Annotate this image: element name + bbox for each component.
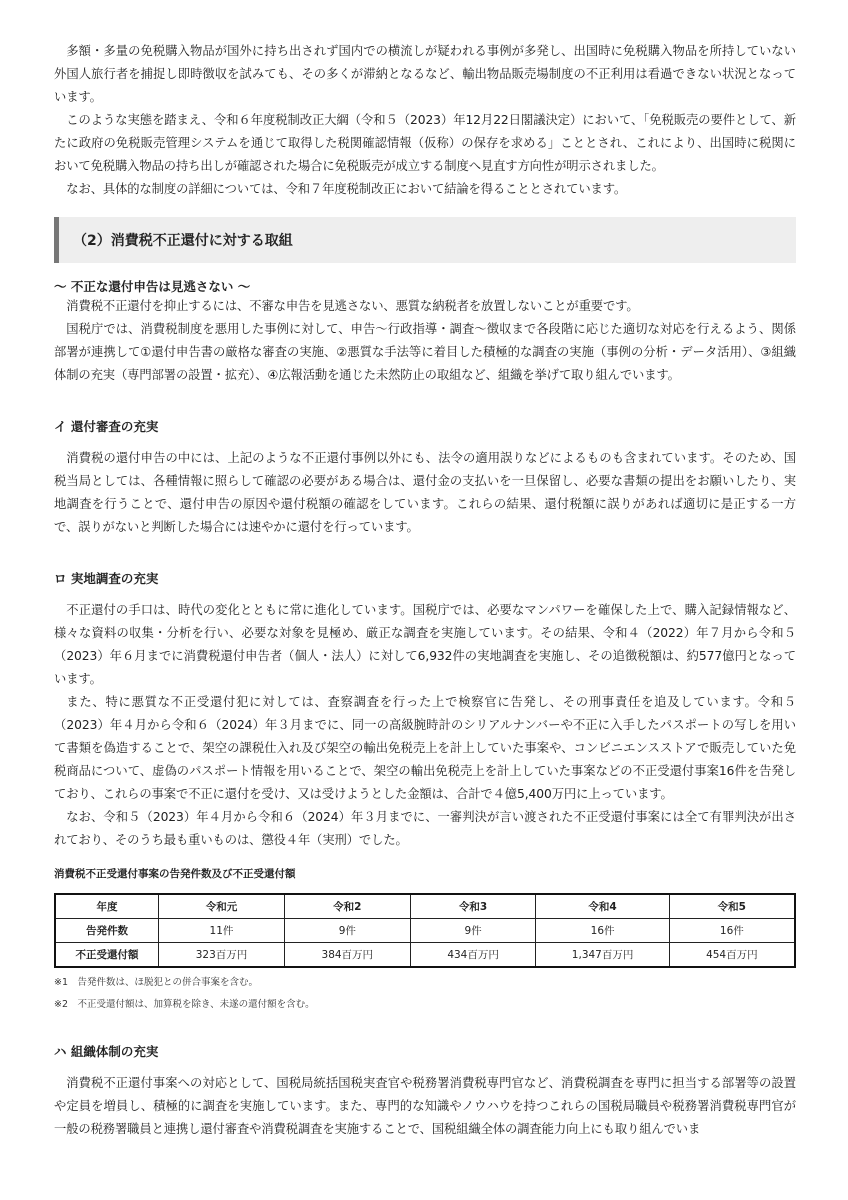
table-cell: 323百万円 <box>159 943 285 968</box>
sub-ha-paragraph-1: 消費税不正還付事案への対応として、国税局統括国税実査官や税務署消費税専門官など、消費税調査を専門に担当する部署等の設置や定員を増員し、積極的に調査を実施しています。また、専門的な知識やノウハウを持つこれらの国税局職員や税務署消費税専門官が一般の税務署職員と連携し還付審査や消費税調査を実施することで、国税組織全体の調査能力向上にも取り組んでいま <box>54 1076 796 1136</box>
subheading-i: イ 還付審査の充実 <box>54 419 159 434</box>
prosecution-table <box>54 893 796 968</box>
document-page <box>54 40 796 1141</box>
table-cell: 9件 <box>284 919 410 943</box>
table-header-cell: 年度 <box>55 894 159 919</box>
sub-ro-paragraph-2: また、特に悪質な不正受還付犯に対しては、査察調査を行った上で検察官に告発し、その刑事責任を追及しています。令和５（2023）年４月から令和６（2024）年３月までに、同一の高級腕時計のシリアルナンバーや不正に入手したパスポートの写しを用いて書類を偽造することで、架空の課税仕入れ及び架空の輸出免税売上を計上していた事案や、コンビニエンスストアで販売していた免税商品について、虚偽のパスポート情報を用いることで、架空の輸出免税売上を計上していた事案などの不正受還付事案16件を告発しており、これらの事案で不正に還付を受け、又は受けようとした金額は、合計で４億5,400万円に上っています。 <box>54 695 796 801</box>
table-header-cell: 令和4 <box>536 894 669 919</box>
table-cell: 434百万円 <box>410 943 536 968</box>
table-cell: 454百万円 <box>669 943 795 968</box>
section-heading-text: （2）消費税不正還付に対する取組 <box>73 233 293 249</box>
sub-i-paragraph-1: 消費税の還付申告の中には、上記のような不正還付事例以外にも、法令の適用誤りなどによるものも含まれています。そのため、国税当局としては、各種情報に照らして確認の必要がある場合は、還付金の支払いを一旦保留し、必要な書類の提出をお願いしたり、実地調査を行うことで、還付申告の原因や還付税額の確認をしています。これらの結果、還付税額に誤りがあれば適切に是正する一方で、誤りがないと判断した場合には速やかに還付を行っています。 <box>54 451 796 534</box>
table-header-cell: 令和2 <box>284 894 410 919</box>
table-cell: 384百万円 <box>284 943 410 968</box>
subheading-ha: ハ 組織体制の充実 <box>54 1044 159 1059</box>
table-header-cell: 令和元 <box>159 894 285 919</box>
intro-paragraph-1: 多額・多量の免税購入物品が国外に持ち出されず国内での横流しが疑われる事例が多発し、出国時に免税購入物品を所持していない外国人旅行者を捕捉し即時徴収を試みても、その多くが滞納となるなど、輸出物品販売場制度の不正利用は看過できない状況となっています。 <box>54 44 796 104</box>
table-cell: 16件 <box>669 919 795 943</box>
intro-paragraph-2: このような実態を踏まえ、令和６年度税制改正大綱（令和５（2023）年12月22日閣議決定）において、「免税販売の要件として、新たに政府の免税販売管理システムを通じて取得した税関確認情報（仮称）の保存を求める」こととされ、これにより、出国時に税関において免税購入物品の持ち出しが確認された場合に免税販売が成立する制度へ見直す方向性が明示されました。 <box>54 113 796 173</box>
section-subtitle: ～ 不正な還付申告は見逃さない ～ <box>54 279 251 294</box>
table-cell: 9件 <box>410 919 536 943</box>
table-header-cell: 令和3 <box>410 894 536 919</box>
sub-ro-paragraph-1: 不正還付の手口は、時代の変化とともに常に進化しています。国税庁では、必要なマンパワーを確保した上で、購入記録情報など、様々な資料の収集・分析を行い、必要な対象を見極め、厳正な調査を実施しています。その結果、令和４（2022）年７月から令和５（2023）年６月までに消費税還付申告者（個人・法人）に対して6,932件の実地調査を実施し、その追徴税額は、約577億円となっています。 <box>54 603 796 686</box>
subheading-ro: ロ 実地調査の充実 <box>54 571 159 586</box>
table-cell: 16件 <box>536 919 669 943</box>
table-cell: 1,347百万円 <box>536 943 669 968</box>
table-header-row <box>55 894 795 919</box>
table-cell: 11件 <box>159 919 285 943</box>
table-row-header: 不正受還付額 <box>55 943 159 968</box>
table-note-1: ※1 告発件数は、ほ脱犯との併合事案を含む。 <box>54 977 259 988</box>
table-row <box>55 919 795 943</box>
section-paragraph-2: 国税庁では、消費税制度を悪用した事例に対して、申告～行政指導・調査～徴収まで各段階に応じた適切な対応を行えるよう、関係部署が連携して①還付申告書の厳格な審査の実施、②悪質な手法等に着目した積極的な調査の実施（事例の分析・データ活用）、③組織体制の充実（専門部署の設置・拡充）、④広報活動を通じた未然防止の取組など、組織を挙げて取り組んでいます。 <box>54 322 796 382</box>
sub-ro-paragraph-3: なお、令和５（2023）年４月から令和６（2024）年３月までに、一審判決が言い渡された不正受還付事案には全て有罪判決が出されており、そのうち最も重いものは、懲役４年（実刑）でした。 <box>54 810 796 847</box>
section-heading <box>54 217 796 263</box>
section-paragraph-1: 消費税不正還付を抑止するには、不審な申告を見逃さない、悪質な納税者を放置しないことが重要です。 <box>66 299 639 313</box>
intro-paragraph-3: なお、具体的な制度の詳細については、令和７年度税制改正において結論を得ることとされています。 <box>66 182 627 196</box>
table-title: 消費税不正受還付事案の告発件数及び不正受還付額 <box>54 868 296 880</box>
table-header-cell: 令和5 <box>669 894 795 919</box>
table-row-header: 告発件数 <box>55 919 159 943</box>
table-note-2: ※2 不正受還付額は、加算税を除き、未遂の還付額を含む。 <box>54 999 315 1010</box>
table-row <box>55 943 795 968</box>
